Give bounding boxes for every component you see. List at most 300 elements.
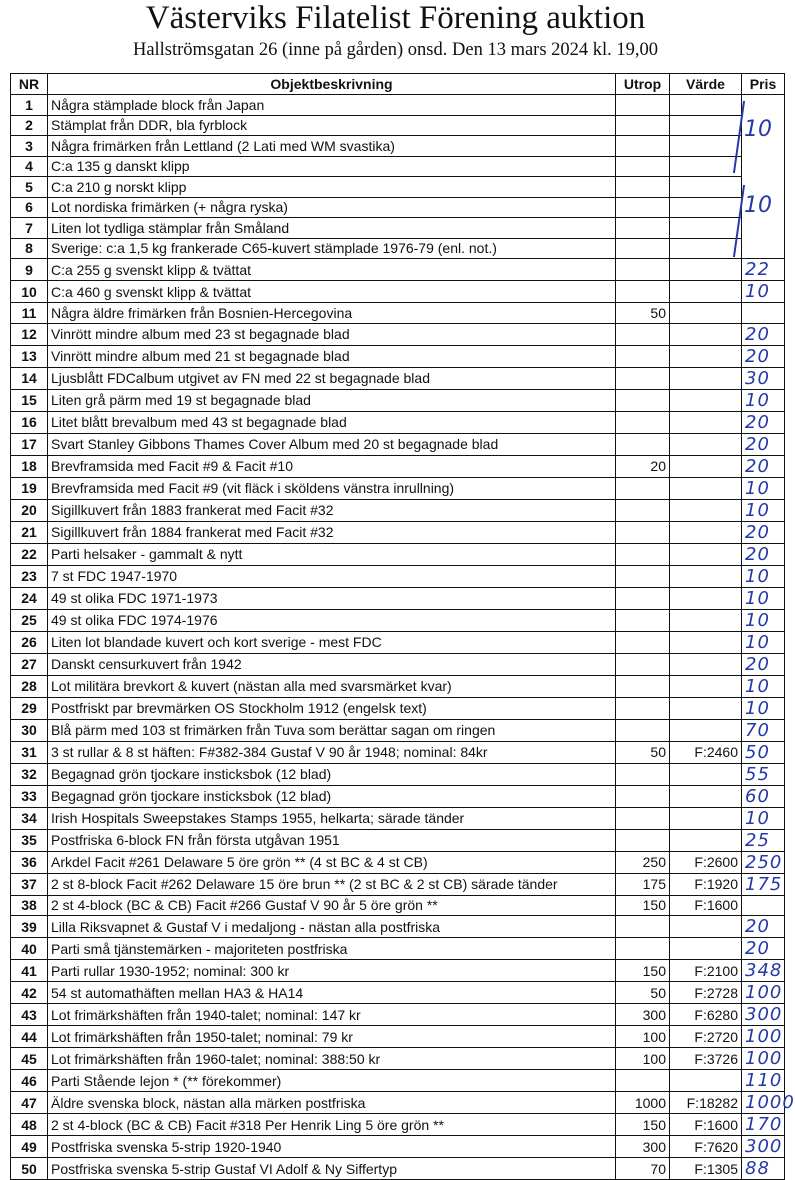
lot-number-cell: 7 (11, 218, 48, 239)
pris-cell (742, 895, 785, 916)
description-cell: Några äldre frimärken från Bosnien-Hercegovina (48, 303, 616, 324)
utrop-cell (616, 389, 670, 411)
varde-cell (670, 455, 742, 477)
pris-cell (742, 156, 785, 177)
description-cell: Lot frimärkshäften från 1940-talet; nominal: 147 kr (48, 1004, 616, 1026)
description-cell: Postfriska 6-block FN från första utgåvan 1951 (48, 829, 616, 851)
description-cell: Lot militära brevkort & kuvert (nästan alla med svarsmärket kvar) (48, 675, 616, 697)
description-cell: Äldre svenska block, nästan alla märken postfriska (48, 1092, 616, 1114)
lot-number-cell: 41 (11, 960, 48, 982)
description-cell: 49 st olika FDC 1974-1976 (48, 609, 616, 631)
varde-cell (670, 1070, 742, 1092)
utrop-cell (616, 136, 670, 157)
table-row (11, 95, 785, 116)
description-cell: C:a 135 g danskt klipp (48, 156, 616, 177)
description-cell: Sverige: c:a 1,5 kg frankerade C65-kuvert stämplade 1976-79 (enl. not.) (48, 238, 616, 259)
varde-cell (670, 177, 742, 198)
varde-cell (670, 197, 742, 218)
lot-number-cell: 24 (11, 587, 48, 609)
lot-number-cell: 27 (11, 653, 48, 675)
description-cell: 49 st olika FDC 1971-1973 (48, 587, 616, 609)
lot-number-cell: 30 (11, 719, 48, 741)
lot-number-cell: 5 (11, 177, 48, 198)
lot-number-cell: 45 (11, 1048, 48, 1070)
utrop-cell: 50 (616, 303, 670, 324)
table-row (11, 177, 785, 198)
utrop-cell (616, 323, 670, 345)
description-cell: Blå pärm med 103 st frimärken från Tuva som berättar sagan om ringen (48, 719, 616, 741)
table-row (11, 115, 785, 136)
description-cell: Lilla Riksvapnet & Gustaf V i medaljong - nästan alla postfriska (48, 916, 616, 938)
pris-cell: 300 (742, 1136, 785, 1158)
pris-cell: 22 (742, 259, 785, 281)
table-row (11, 587, 785, 609)
varde-cell: F:1600 (670, 1114, 742, 1136)
table-row (11, 697, 785, 719)
description-cell: Brevframsida med Facit #9 & Facit #10 (48, 455, 616, 477)
table-row (11, 389, 785, 411)
description-cell: Lot frimärkshäften från 1960-talet; nominal: 388:50 kr (48, 1048, 616, 1070)
lot-number-cell: 10 (11, 281, 48, 303)
varde-cell (670, 719, 742, 741)
varde-cell (670, 697, 742, 719)
varde-cell: F:1920 (670, 873, 742, 895)
table-row (11, 455, 785, 477)
table-row (11, 238, 785, 259)
varde-cell: F:18282 (670, 1092, 742, 1114)
table-row (11, 1158, 785, 1180)
lot-number-cell: 6 (11, 197, 48, 218)
description-cell: Stämplat från DDR, bla fyrblock (48, 115, 616, 136)
pris-cell: 10 (742, 675, 785, 697)
description-cell: C:a 255 g svenskt klipp & tvättat (48, 259, 616, 281)
description-cell: Parti Stående lejon * (** förekommer) (48, 1070, 616, 1092)
pris-cell: 10 (742, 477, 785, 499)
varde-cell (670, 303, 742, 324)
lot-number-cell: 40 (11, 938, 48, 960)
utrop-cell (616, 785, 670, 807)
pris-cell: 20 (742, 323, 785, 345)
utrop-cell: 50 (616, 982, 670, 1004)
lot-number-cell: 16 (11, 411, 48, 433)
description-cell: C:a 460 g svenskt klipp & tvättat (48, 281, 616, 303)
description-cell: Vinrött mindre album med 23 st begagnade blad (48, 323, 616, 345)
utrop-cell (616, 411, 670, 433)
pris-cell: 50 (742, 741, 785, 763)
varde-cell: F:3726 (670, 1048, 742, 1070)
pris-cell: 250 (742, 851, 785, 873)
varde-cell (670, 631, 742, 653)
utrop-cell: 300 (616, 1004, 670, 1026)
table-row (11, 281, 785, 303)
lot-number-cell: 39 (11, 916, 48, 938)
utrop-cell (616, 631, 670, 653)
description-cell: Liten grå pärm med 19 st begagnade blad (48, 389, 616, 411)
varde-cell: F:2100 (670, 960, 742, 982)
varde-cell (670, 763, 742, 785)
table-row (11, 785, 785, 807)
utrop-cell (616, 218, 670, 239)
pris-cell: 10 (742, 697, 785, 719)
description-cell: Svart Stanley Gibbons Thames Cover Album med 20 st begagnade blad (48, 433, 616, 455)
varde-cell (670, 477, 742, 499)
pris-cell: 20 (742, 433, 785, 455)
pris-cell: 20 (742, 345, 785, 367)
lot-number-cell: 48 (11, 1114, 48, 1136)
description-cell: Litet blått brevalbum med 43 st begagnade blad (48, 411, 616, 433)
description-cell: Sigillkuvert från 1883 frankerat med Facit #32 (48, 499, 616, 521)
table-row (11, 433, 785, 455)
utrop-cell: 175 (616, 873, 670, 895)
lot-number-cell: 18 (11, 455, 48, 477)
pris-cell: 70 (742, 719, 785, 741)
varde-cell (670, 609, 742, 631)
pris-cell: 170 (742, 1114, 785, 1136)
varde-cell: F:2728 (670, 982, 742, 1004)
group-price-value: 10 (744, 117, 772, 142)
description-cell: Några stämplade block från Japan (48, 95, 616, 116)
description-cell: Liten lot blandade kuvert och kort sverige - mest FDC (48, 631, 616, 653)
lot-number-cell: 13 (11, 345, 48, 367)
lot-number-cell: 4 (11, 156, 48, 177)
lot-number-cell: 47 (11, 1092, 48, 1114)
table-row (11, 499, 785, 521)
pris-cell: 100 (742, 1026, 785, 1048)
pris-cell: 348 (742, 960, 785, 982)
table-row (11, 367, 785, 389)
utrop-cell (616, 238, 670, 259)
description-cell: Arkdel Facit #261 Delaware 5 öre grön ** (4 st BC & 4 st CB) (48, 851, 616, 873)
utrop-cell (616, 916, 670, 938)
pris-cell: 20 (742, 455, 785, 477)
utrop-cell (616, 653, 670, 675)
varde-cell (670, 115, 742, 136)
table-row (11, 895, 785, 916)
utrop-cell (616, 345, 670, 367)
page-subtitle: Hallströmsgatan 26 (inne på gården) onsd. Den 13 mars 2024 kl. 19,00 (132, 40, 659, 60)
utrop-cell (616, 259, 670, 281)
varde-cell (670, 218, 742, 239)
varde-cell (670, 411, 742, 433)
description-cell: Begagnad grön tjockare insticksbok (12 blad) (48, 763, 616, 785)
varde-cell (670, 807, 742, 829)
table-row (11, 873, 785, 895)
pris-cell: 175 (742, 873, 785, 895)
pris-cell: 60 (742, 785, 785, 807)
pris-cell: 110 (742, 1070, 785, 1092)
varde-cell: F:1600 (670, 895, 742, 916)
utrop-cell: 300 (616, 1136, 670, 1158)
table-row (11, 1026, 785, 1048)
varde-cell (670, 136, 742, 157)
description-cell: Irish Hospitals Sweepstakes Stamps 1955, helkarta; särade tänder (48, 807, 616, 829)
table-row (11, 1048, 785, 1070)
table-row (11, 741, 785, 763)
pris-cell: 20 (742, 916, 785, 938)
varde-cell: F:2720 (670, 1026, 742, 1048)
table-header-row (11, 74, 785, 95)
utrop-cell: 70 (616, 1158, 670, 1180)
varde-cell (670, 587, 742, 609)
description-cell: Danskt censurkuvert från 1942 (48, 653, 616, 675)
utrop-cell (616, 609, 670, 631)
lot-number-cell: 36 (11, 851, 48, 873)
description-cell: Liten lot tydliga stämplar från Småland (48, 218, 616, 239)
description-cell: Postfriskt par brevmärken OS Stockholm 1912 (engelsk text) (48, 697, 616, 719)
varde-cell: F:2600 (670, 851, 742, 873)
lot-number-cell: 21 (11, 521, 48, 543)
pris-cell: 10 (742, 281, 785, 303)
table-row (11, 807, 785, 829)
utrop-cell (616, 477, 670, 499)
utrop-cell: 150 (616, 895, 670, 916)
pris-cell: 10 (742, 499, 785, 521)
pris-cell: 25 (742, 829, 785, 851)
lot-number-cell: 22 (11, 543, 48, 565)
table-row (11, 631, 785, 653)
lot-number-cell: 42 (11, 982, 48, 1004)
table-row (11, 411, 785, 433)
pris-cell: 10 (742, 389, 785, 411)
utrop-cell (616, 675, 670, 697)
utrop-cell (616, 1070, 670, 1092)
description-cell: Sigillkuvert från 1884 frankerat med Facit #32 (48, 521, 616, 543)
description-cell: C:a 210 g norskt klipp (48, 177, 616, 198)
table-row (11, 477, 785, 499)
lot-number-cell: 31 (11, 741, 48, 763)
lot-number-cell: 12 (11, 323, 48, 345)
column-header-description: Objektbeskrivning (48, 74, 616, 95)
lot-number-cell: 2 (11, 115, 48, 136)
varde-cell (670, 916, 742, 938)
lot-number-cell: 26 (11, 631, 48, 653)
pris-cell: 30 (742, 367, 785, 389)
lot-number-cell: 49 (11, 1136, 48, 1158)
table-row (11, 197, 785, 218)
table-row (11, 609, 785, 631)
lot-number-cell: 14 (11, 367, 48, 389)
pris-cell: 300 (742, 1004, 785, 1026)
utrop-cell (616, 763, 670, 785)
pris-cell: 20 (742, 543, 785, 565)
column-header-nr: NR (11, 74, 48, 95)
pris-cell: 20 (742, 411, 785, 433)
varde-cell: F:2460 (670, 741, 742, 763)
column-header-utrop: Utrop (616, 74, 670, 95)
lot-number-cell: 33 (11, 785, 48, 807)
pris-cell: 10 (742, 609, 785, 631)
utrop-cell (616, 543, 670, 565)
utrop-cell (616, 367, 670, 389)
pris-cell (742, 218, 785, 239)
utrop-cell: 250 (616, 851, 670, 873)
varde-cell (670, 543, 742, 565)
utrop-cell: 150 (616, 960, 670, 982)
description-cell: Parti helsaker - gammalt & nytt (48, 543, 616, 565)
table-row (11, 259, 785, 281)
lot-number-cell: 11 (11, 303, 48, 324)
page-title: Västerviks Filatelist Förening auktion (145, 0, 646, 36)
table-row (11, 1070, 785, 1092)
table-row (11, 829, 785, 851)
table-row (11, 916, 785, 938)
description-cell: Parti små tjänstemärken - majoriteten postfriska (48, 938, 616, 960)
description-cell: Begagnad grön tjockare insticksbok (12 blad) (48, 785, 616, 807)
utrop-cell (616, 177, 670, 198)
description-cell: Postfriska svenska 5-strip 1920-1940 (48, 1136, 616, 1158)
utrop-cell: 150 (616, 1114, 670, 1136)
varde-cell (670, 565, 742, 587)
lot-number-cell: 28 (11, 675, 48, 697)
table-row (11, 1092, 785, 1114)
utrop-cell (616, 829, 670, 851)
group-price-value: 10 (744, 193, 772, 218)
lot-number-cell: 23 (11, 565, 48, 587)
pris-cell (742, 238, 785, 259)
description-cell: Ljusblått FDCalbum utgivet av FN med 22 st begagnade blad (48, 367, 616, 389)
lot-number-cell: 34 (11, 807, 48, 829)
lot-number-cell: 44 (11, 1026, 48, 1048)
column-header-varde: Värde (670, 74, 742, 95)
utrop-cell (616, 565, 670, 587)
lot-number-cell: 35 (11, 829, 48, 851)
column-header-pris: Pris (742, 74, 785, 95)
pris-cell: 10 (742, 565, 785, 587)
utrop-cell (616, 115, 670, 136)
varde-cell (670, 323, 742, 345)
pris-cell: 10 (742, 807, 785, 829)
table-row (11, 303, 785, 324)
utrop-cell (616, 499, 670, 521)
description-cell: Brevframsida med Facit #9 (vit fläck i sköldens vänstra inrullning) (48, 477, 616, 499)
varde-cell (670, 156, 742, 177)
table-row (11, 323, 785, 345)
description-cell: 3 st rullar & 8 st häften: F#382-384 Gustaf V 90 år 1948; nominal: 84kr (48, 741, 616, 763)
utrop-cell: 20 (616, 455, 670, 477)
varde-cell (670, 653, 742, 675)
utrop-cell (616, 587, 670, 609)
pris-cell: 20 (742, 938, 785, 960)
table-row (11, 960, 785, 982)
varde-cell (670, 238, 742, 259)
description-cell: Lot nordiska frimärken (+ några ryska) (48, 197, 616, 218)
utrop-cell (616, 197, 670, 218)
lot-number-cell: 9 (11, 259, 48, 281)
table-row (11, 218, 785, 239)
description-cell: 7 st FDC 1947-1970 (48, 565, 616, 587)
varde-cell (670, 938, 742, 960)
varde-cell (670, 829, 742, 851)
lot-number-cell: 25 (11, 609, 48, 631)
description-cell: Vinrött mindre album med 21 st begagnade blad (48, 345, 616, 367)
lot-number-cell: 1 (11, 95, 48, 116)
varde-cell (670, 785, 742, 807)
varde-cell (670, 389, 742, 411)
utrop-cell: 100 (616, 1026, 670, 1048)
varde-cell (670, 367, 742, 389)
description-cell: 54 st automathäften mellan HA3 & HA14 (48, 982, 616, 1004)
table-row (11, 653, 785, 675)
table-row (11, 675, 785, 697)
pris-cell (742, 95, 785, 116)
table-row (11, 719, 785, 741)
lot-number-cell: 38 (11, 895, 48, 916)
lot-number-cell: 3 (11, 136, 48, 157)
utrop-cell (616, 719, 670, 741)
description-cell: Några frimärken från Lettland (2 Lati med WM svastika) (48, 136, 616, 157)
utrop-cell: 50 (616, 741, 670, 763)
pris-cell: 100 (742, 982, 785, 1004)
varde-cell (670, 499, 742, 521)
utrop-cell: 1000 (616, 1092, 670, 1114)
table-row (11, 136, 785, 157)
varde-cell (670, 433, 742, 455)
lot-number-cell: 50 (11, 1158, 48, 1180)
lot-number-cell: 17 (11, 433, 48, 455)
auction-table (10, 73, 795, 1180)
lot-number-cell: 15 (11, 389, 48, 411)
table-row (11, 938, 785, 960)
pris-cell: 100 (742, 1048, 785, 1070)
pris-cell: 1000 (742, 1092, 785, 1114)
lot-number-cell: 43 (11, 1004, 48, 1026)
lot-number-cell: 37 (11, 873, 48, 895)
pris-cell: 10 (742, 587, 785, 609)
lot-number-cell: 8 (11, 238, 48, 259)
description-cell: 2 st 4-block (BC & CB) Facit #266 Gustaf V 90 år 5 öre grön ** (48, 895, 616, 916)
description-cell: Lot frimärkshäften från 1950-talet; nominal: 79 kr (48, 1026, 616, 1048)
table-row (11, 565, 785, 587)
lot-number-cell: 19 (11, 477, 48, 499)
description-cell: Postfriska svenska 5-strip Gustaf VI Adolf & Ny Siffertyp (48, 1158, 616, 1180)
description-cell: 2 st 4-block (BC & CB) Facit #318 Per Henrik Ling 5 öre grön ** (48, 1114, 616, 1136)
utrop-cell (616, 807, 670, 829)
pris-cell: 55 (742, 763, 785, 785)
utrop-cell (616, 697, 670, 719)
description-cell: 2 st 8-block Facit #262 Delaware 15 öre brun ** (2 st BC & 2 st CB) särade tänder (48, 873, 616, 895)
table-row (11, 982, 785, 1004)
varde-cell (670, 345, 742, 367)
table-row (11, 1136, 785, 1158)
table-row (11, 156, 785, 177)
varde-cell (670, 521, 742, 543)
lot-number-cell: 20 (11, 499, 48, 521)
varde-cell (670, 95, 742, 116)
table-row (11, 851, 785, 873)
table-row (11, 345, 785, 367)
table-row (11, 543, 785, 565)
utrop-cell: 100 (616, 1048, 670, 1070)
pris-cell: 88 (742, 1158, 785, 1180)
varde-cell (670, 281, 742, 303)
pris-cell: 10 (742, 631, 785, 653)
table-row (11, 1004, 785, 1026)
utrop-cell (616, 938, 670, 960)
utrop-cell (616, 156, 670, 177)
varde-cell (670, 675, 742, 697)
table-row (11, 521, 785, 543)
varde-cell: F:6280 (670, 1004, 742, 1026)
varde-cell: F:7620 (670, 1136, 742, 1158)
varde-cell: F:1305 (670, 1158, 742, 1180)
lot-number-cell: 29 (11, 697, 48, 719)
lot-number-cell: 46 (11, 1070, 48, 1092)
description-cell: Parti rullar 1930-1952; nominal: 300 kr (48, 960, 616, 982)
table-row (11, 763, 785, 785)
lot-number-cell: 32 (11, 763, 48, 785)
table-row (11, 1114, 785, 1136)
utrop-cell (616, 95, 670, 116)
